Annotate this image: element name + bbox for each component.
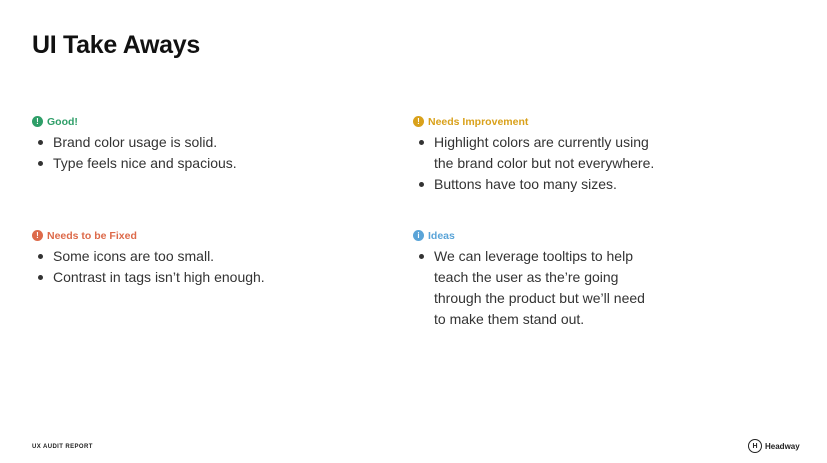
bullet-list bbox=[32, 132, 392, 174]
section-label: Needs to be Fixed bbox=[47, 229, 137, 242]
info-icon: i bbox=[413, 230, 424, 241]
list-item-text: Contrast in tags isn’t high enough. bbox=[53, 269, 265, 285]
list-item bbox=[32, 246, 392, 267]
list-item-text: to make them stand out. bbox=[434, 311, 585, 327]
list-item-text: teach the user as the’re going bbox=[434, 269, 619, 285]
bullet-dot bbox=[419, 182, 424, 187]
bullet-list bbox=[413, 132, 773, 195]
list-item bbox=[32, 267, 392, 288]
list-item-text: Highlight colors are currently using bbox=[434, 134, 649, 150]
list-item-text: Some icons are too small. bbox=[53, 248, 215, 264]
bullet-dot bbox=[38, 161, 43, 166]
section-label: Good! bbox=[47, 115, 78, 128]
section-needs-improvement bbox=[413, 114, 773, 195]
list-item bbox=[413, 132, 773, 174]
bullet-dot bbox=[38, 275, 43, 280]
brand-name: Headway bbox=[765, 441, 800, 451]
headway-logo-icon: H bbox=[748, 439, 762, 453]
section-ideas bbox=[413, 228, 773, 330]
list-item bbox=[413, 174, 773, 195]
bullet-dot bbox=[419, 254, 424, 259]
bullet-dot bbox=[38, 140, 43, 145]
section-label: Needs Improvement bbox=[428, 115, 529, 128]
section-needs-to-be-fixed bbox=[32, 228, 392, 288]
section-header bbox=[413, 228, 773, 243]
list-item-text: Type feels nice and spacious. bbox=[53, 155, 237, 171]
list-item-text: the brand color but not everywhere. bbox=[434, 155, 655, 171]
info-icon: ! bbox=[32, 230, 43, 241]
section-header bbox=[413, 114, 773, 129]
brand-mark bbox=[748, 439, 800, 453]
list-item bbox=[32, 132, 392, 153]
list-item-text: through the product but we’ll need bbox=[434, 290, 645, 306]
bullet-dot bbox=[38, 254, 43, 259]
info-icon: ! bbox=[413, 116, 424, 127]
bullet-list bbox=[413, 246, 773, 330]
section-header bbox=[32, 114, 392, 129]
list-item bbox=[32, 153, 392, 174]
section-label: Ideas bbox=[428, 229, 455, 242]
section-good bbox=[32, 114, 392, 174]
info-icon: ! bbox=[32, 116, 43, 127]
bullet-dot bbox=[419, 140, 424, 145]
bullet-list bbox=[32, 246, 392, 288]
section-header bbox=[32, 228, 392, 243]
list-item-text: Buttons have too many sizes. bbox=[434, 176, 617, 192]
page-title: UI Take Aways bbox=[32, 31, 200, 59]
list-item-text: Brand color usage is solid. bbox=[53, 134, 218, 150]
list-item bbox=[413, 246, 773, 330]
list-item-text: We can leverage tooltips to help bbox=[434, 248, 633, 264]
footer-report-label: UX AUDIT REPORT bbox=[32, 444, 93, 450]
